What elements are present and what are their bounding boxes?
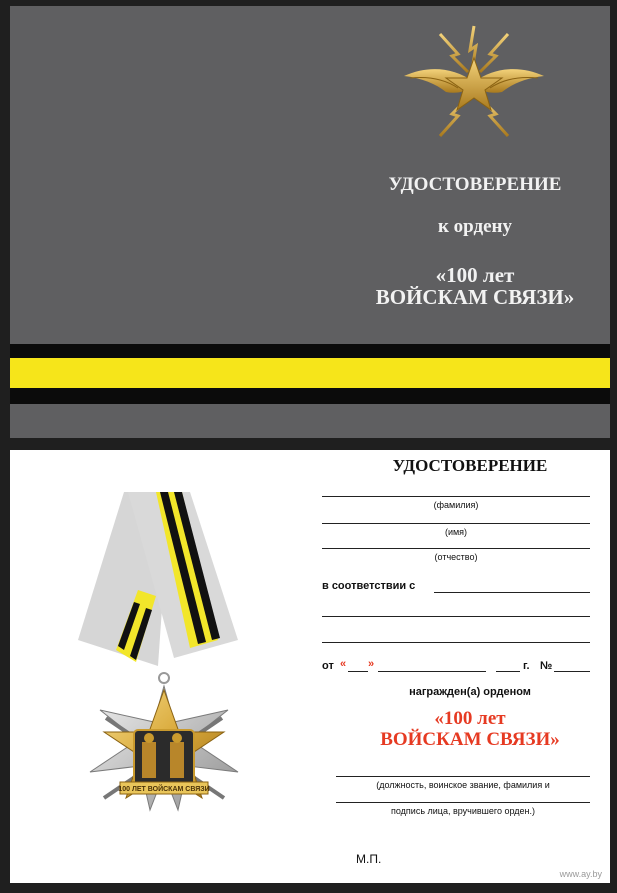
accordance-label: в соответствии с (322, 580, 416, 592)
accordance-line-3 (322, 642, 590, 643)
cover-title: УДОСТОВЕРЕНИЕ (388, 174, 562, 195)
date-prefix: от (322, 660, 334, 672)
accordance-line-2 (322, 616, 590, 617)
certificate-inner-page (10, 450, 610, 883)
signature-line (336, 802, 590, 803)
position-line (336, 776, 590, 777)
stripe-black-bottom (10, 388, 610, 404)
certificate-cover (10, 6, 610, 438)
month-line (378, 671, 486, 672)
patronymic-caption: (отчество) (434, 552, 478, 562)
order-medal-image (78, 490, 250, 820)
stripe-yellow (10, 358, 610, 388)
number-label: № (540, 660, 553, 672)
signature-caption: подпись лица, вручившего орден.) (391, 806, 535, 816)
number-line (554, 671, 590, 672)
ribbon-stripes (10, 344, 610, 406)
inner-order-name (350, 708, 590, 750)
cover-subtitle: к ордену (437, 216, 512, 237)
accordance-line (434, 592, 590, 593)
date-quote-open: « (340, 658, 347, 670)
surname-line (322, 496, 590, 497)
inner-order-line2: ВОЙСКАМ СВЯЗИ» (380, 729, 560, 750)
name-line (322, 523, 590, 524)
watermark: www.ay.by (559, 869, 602, 879)
stamp-label: М.П. (356, 852, 382, 866)
cover-order-name (350, 264, 600, 308)
medal-inscription: 100 ЛЕТ ВОЙСКАМ СВЯЗИ (118, 786, 210, 793)
inner-order-line1: «100 лет (434, 708, 506, 729)
day-line (348, 671, 368, 672)
signal-corps-emblem-icon (400, 20, 548, 144)
year-line (496, 671, 520, 672)
stripe-black-top (10, 344, 610, 358)
surname-caption: (фамилия) (433, 500, 479, 510)
awarded-label: награжден(а) орденом (409, 686, 531, 698)
position-caption: (должность, воинское звание, фамилия и (376, 780, 550, 790)
cover-order-line2: ВОЙСКАМ СВЯЗИ» (375, 285, 575, 309)
cover-order-line1: «100 лет (435, 263, 515, 287)
date-quote-close: » (368, 658, 375, 670)
inner-title: УДОСТОВЕРЕНИЕ (392, 456, 548, 475)
year-suffix: г. (523, 660, 530, 672)
name-caption: (имя) (444, 527, 468, 537)
patronymic-line (322, 548, 590, 549)
